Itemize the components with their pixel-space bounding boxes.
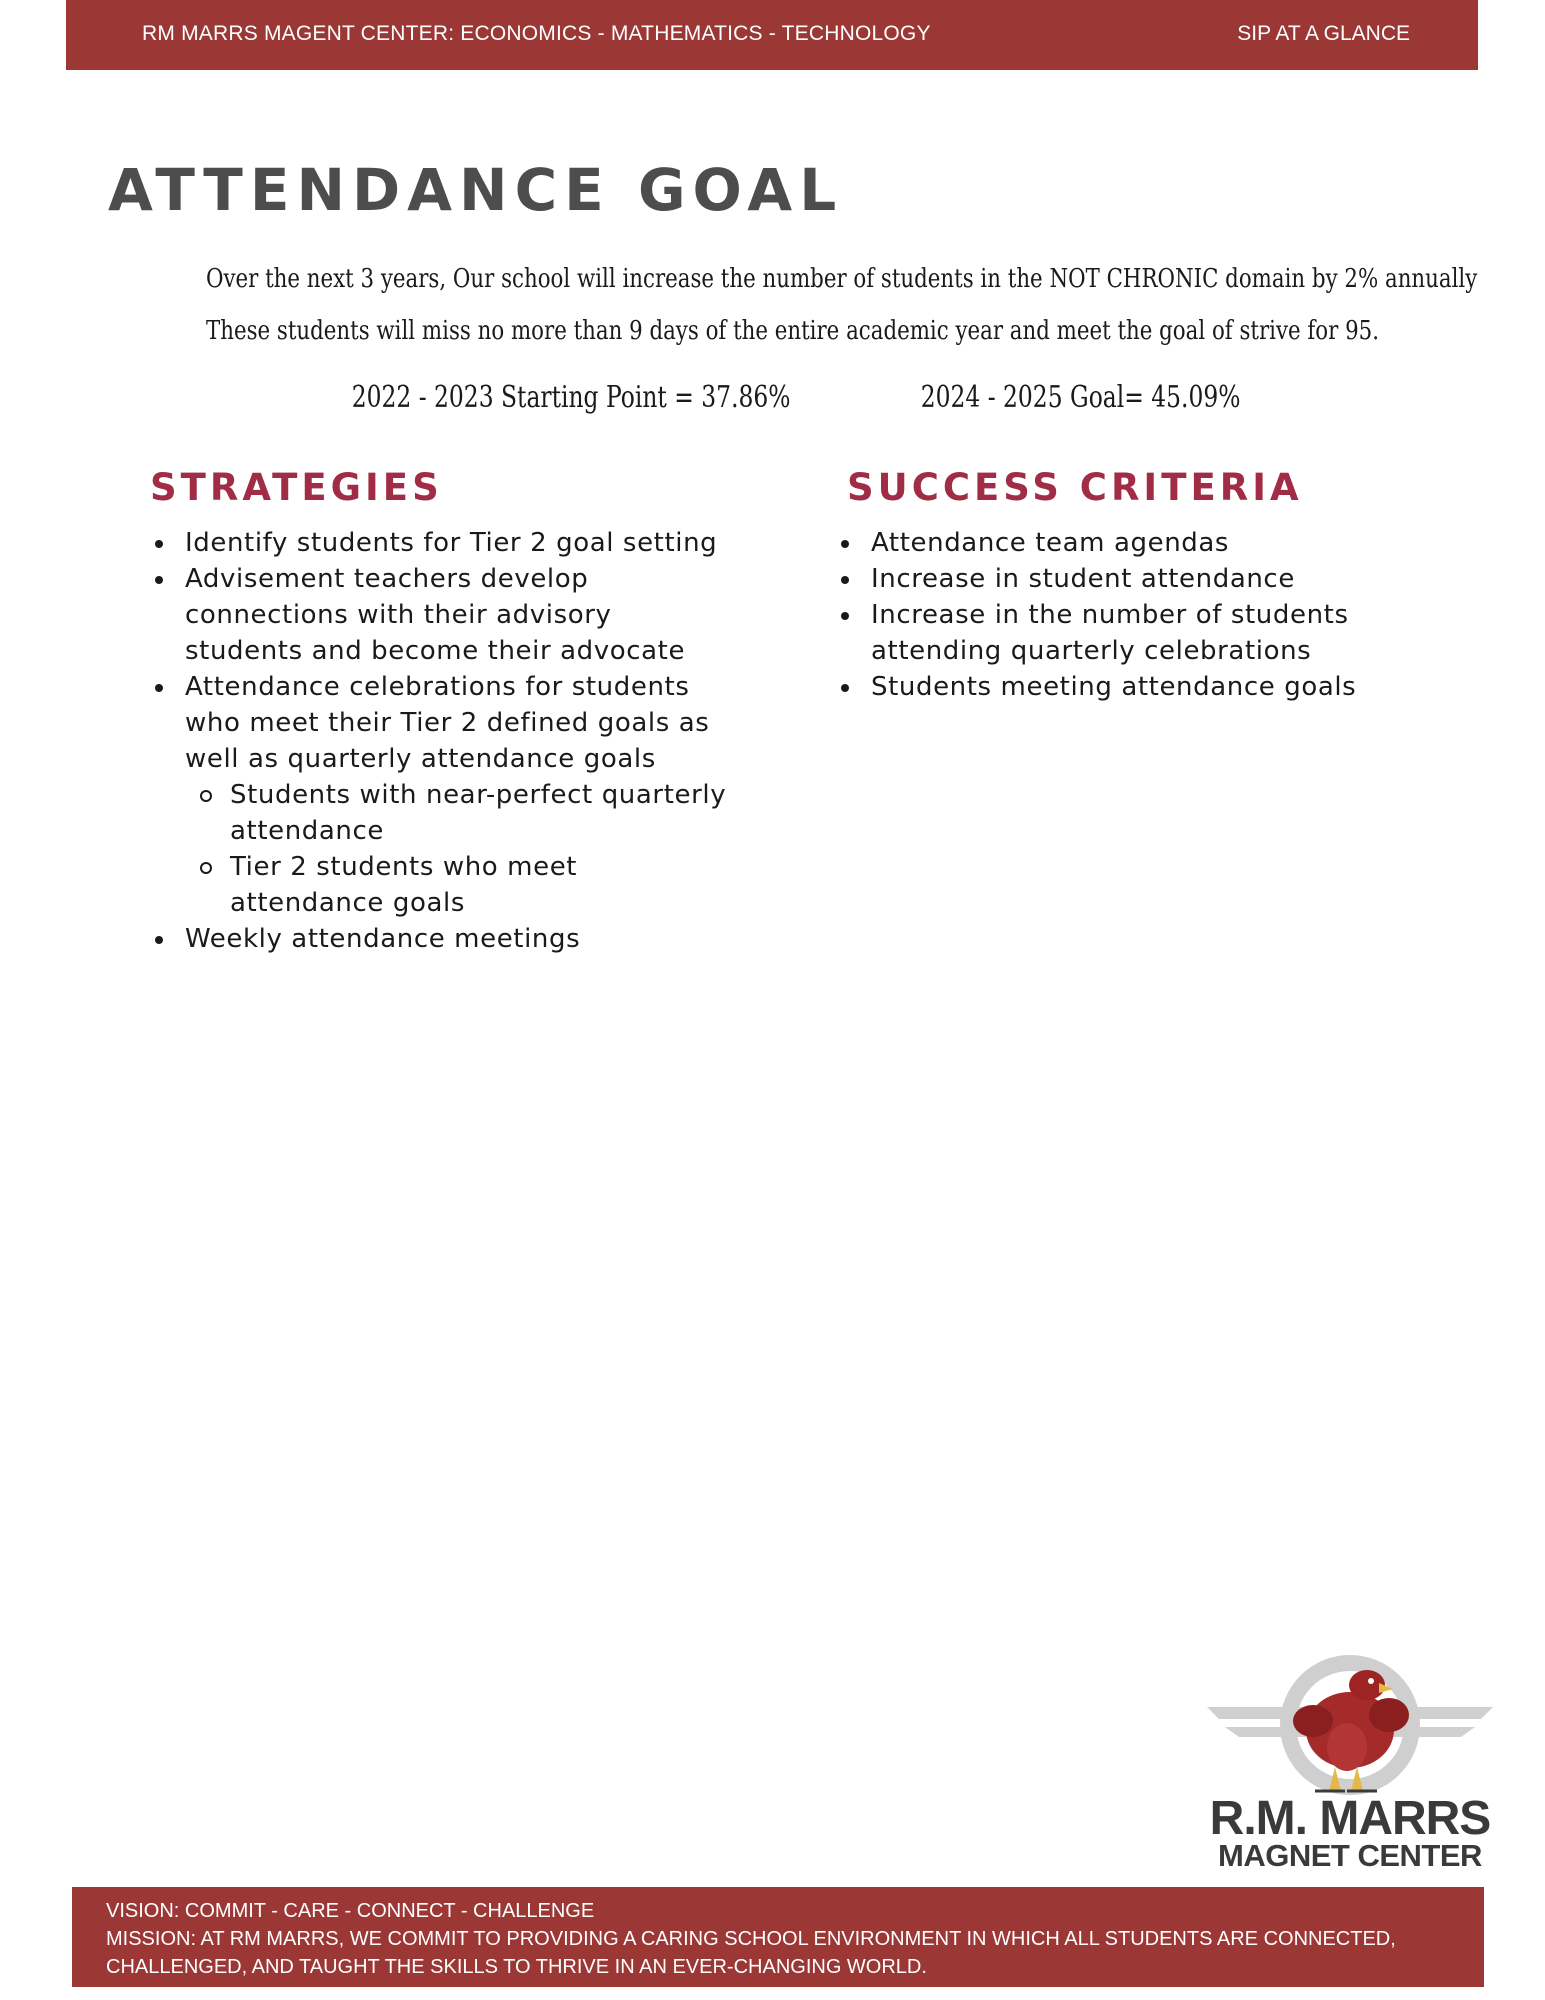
- goal-statement-line-2: These students will miss no more than 9 days of the entire academic year and meet the goal of strive for 95.: [206, 316, 1380, 346]
- success-criteria-heading: SUCCESS CRITERIA: [847, 466, 1303, 509]
- list-item: Attendance team agendas: [836, 525, 1396, 561]
- list-item: Increase in the number of students attending quarterly celebrations: [836, 597, 1396, 669]
- mission-statement-line-2: CHALLENGED, AND TAUGHT THE SKILLS TO THRIVE IN AN EVER-CHANGING WORLD.: [106, 1956, 927, 1978]
- list-item: Weekly attendance meetings: [150, 921, 730, 957]
- school-logo: [1195, 1655, 1505, 1875]
- list-item: Identify students for Tier 2 goal setting: [150, 525, 730, 561]
- goal-metric: 2024 - 2025 Goal= 45.09%: [920, 380, 1241, 415]
- logo-text-line-1: R.M. MARRS: [1209, 1792, 1491, 1845]
- hawk-mascot-icon: [1195, 1655, 1505, 1795]
- list-item: Students meeting attendance goals: [836, 669, 1396, 705]
- success-criteria-list: [836, 525, 1396, 705]
- list-item: Advisement teachers develop connections with their advisory students and become their advocate: [150, 561, 730, 669]
- school-name-header: RM MARRS MAGENT CENTER: ECONOMICS - MATHEMATICS - TECHNOLOGY: [142, 22, 931, 45]
- goal-statement-line-1: Over the next 3 years, Our school will increase the number of students in the NOT CHRONIC domain by 2% annually: [206, 264, 1478, 294]
- document-type-header: SIP AT A GLANCE: [1237, 22, 1410, 45]
- list-item: Attendance celebrations for students who meet their Tier 2 defined goals as well as quarterly attendance goals: [150, 669, 730, 777]
- logo-text-line-2: MAGNET CENTER: [1218, 1838, 1482, 1873]
- header-bar: [66, 0, 1478, 70]
- starting-point-metric: 2022 - 2023 Starting Point = 37.86%: [351, 380, 791, 415]
- goal-statement: [206, 253, 1478, 357]
- strategies-list: [150, 525, 730, 957]
- sub-list-item: Students with near-perfect quarterly attendance: [150, 777, 730, 849]
- page-title: ATTENDANCE GOAL: [108, 156, 844, 224]
- sub-list-item: Tier 2 students who meet attendance goals: [150, 849, 730, 921]
- strategies-heading: STRATEGIES: [150, 466, 443, 509]
- footer-text: [106, 1897, 1466, 1981]
- footer-bar: [72, 1887, 1484, 1987]
- vision-statement: VISION: COMMIT - CARE - CONNECT - CHALLENGE: [106, 1900, 595, 1922]
- mission-statement-line-1: MISSION: AT RM MARRS, WE COMMIT TO PROVIDING A CARING SCHOOL ENVIRONMENT IN WHICH ALL STUDENTS ARE CONNECTED,: [106, 1928, 1396, 1950]
- list-item: Increase in student attendance: [836, 561, 1396, 597]
